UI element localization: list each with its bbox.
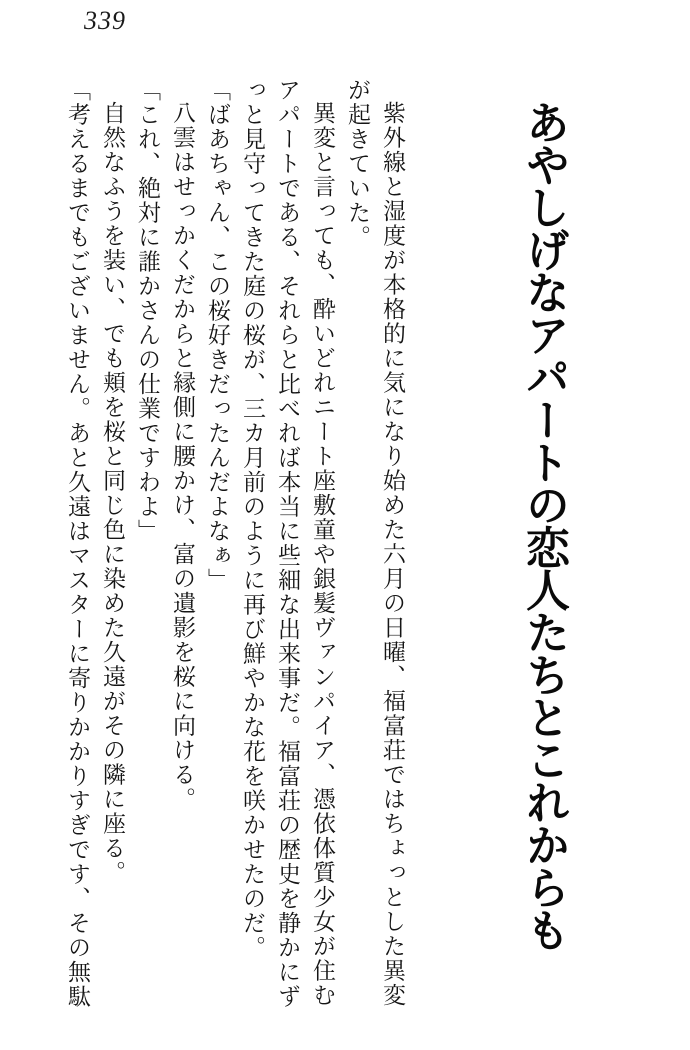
body-text bbox=[60, 78, 410, 1014]
page-content bbox=[60, 78, 572, 1014]
paragraph-dialogue: 「これ、絶対に誰かさんの仕業ですわよ」 bbox=[135, 78, 160, 544]
paragraph-narration: 自然なふうを装い、でも頬を桜と同じ色に染めた久遠がその隣に座る。 bbox=[100, 101, 125, 885]
paragraph-dialogue: 「ばあちゃん、この桜好きだったんだよなぁ」 bbox=[205, 78, 230, 593]
paragraph-narration: 八雲はせっかくだからと縁側に腰かけ、富の遺影を桜に向ける。 bbox=[170, 101, 195, 812]
chapter-title: あやしげなアパートの恋人たちとこれからも bbox=[519, 100, 568, 950]
paragraph-narration: 紫外線と湿度が本格的に気になり始めた六月の日曜、福富荘ではちょっとした異変が起きていた。 bbox=[345, 78, 405, 1008]
page-number: 339 bbox=[84, 6, 126, 35]
paragraph-dialogue: 「考えるまでもございません。あと久遠はマスターに寄りかかりすぎです、その無駄 bbox=[65, 78, 90, 1009]
paragraph-narration: 異変と言っても、酔いどれニート座敷童や銀髪ヴァンパイア、憑依体質少女が住むアパートである、それらと比べれば本当に些細な出来事だ。福富荘の歴史を静かにずっと見守ってきた庭の桜が、三カ月前のように再び鮮やかな花を咲かせたのだ。 bbox=[240, 78, 335, 1009]
